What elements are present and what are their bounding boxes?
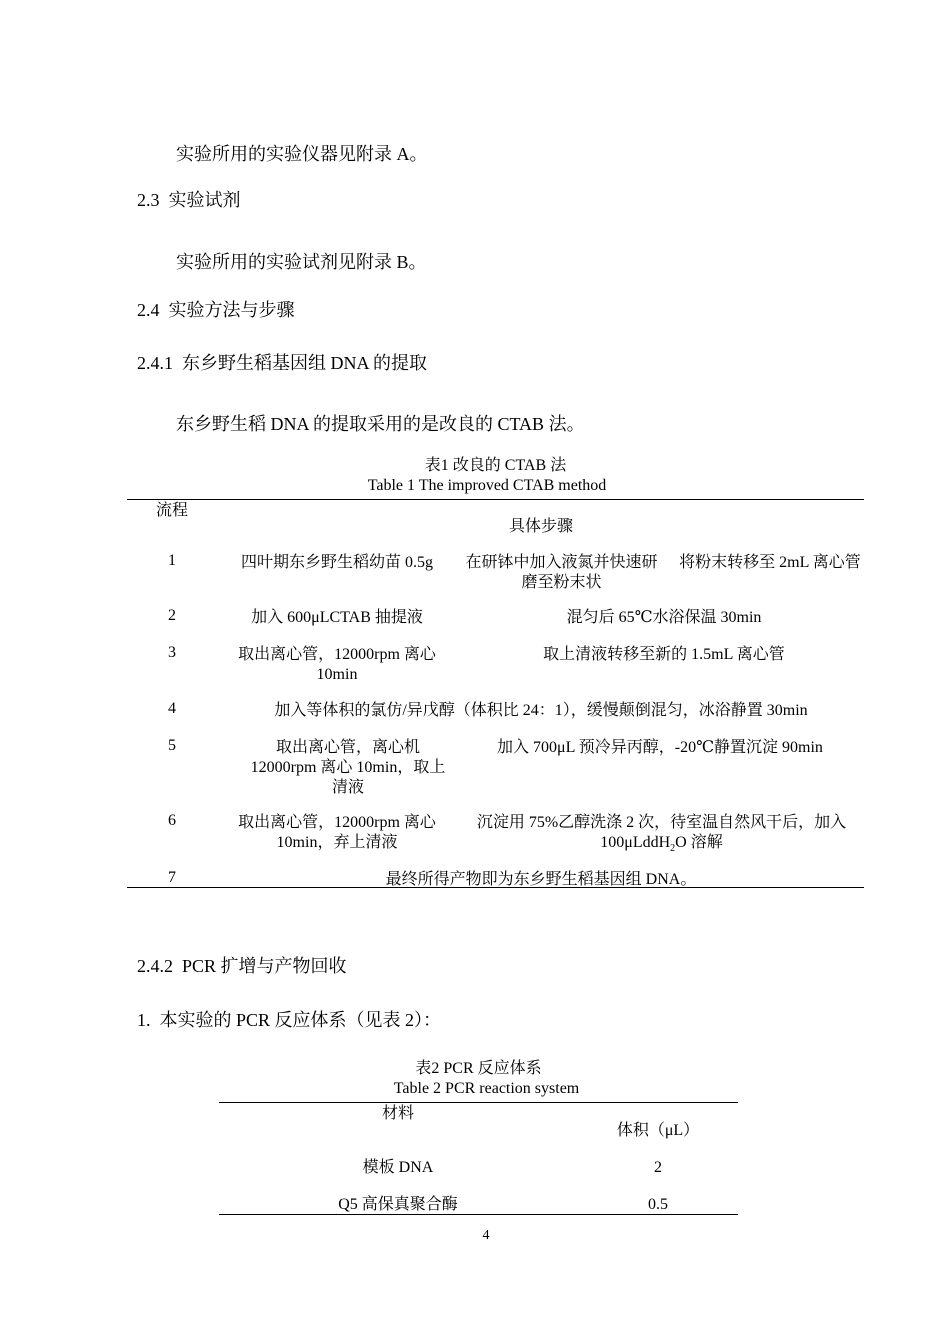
table2-cell-volume: 0.5	[648, 1196, 668, 1213]
section-number: 2.4	[137, 300, 160, 320]
table1-cell: 取出离心管，12000rpm 离心 10min，弃上清液	[238, 814, 436, 851]
table1-cell: 混匀后 65℃水浴保温 30min	[566, 609, 762, 626]
table2-top-rule	[219, 1102, 738, 1103]
section-heading-2-4-1	[137, 349, 427, 375]
table1-cell: 取上清液转移至新的 1.5mL 离心管	[543, 646, 785, 663]
table1-bottom-rule	[127, 887, 864, 888]
section-title: 实验试剂	[168, 190, 241, 210]
table1-cell: 取出离心管，离心机 12000rpm 离心 10min，取上清液	[250, 739, 446, 796]
table1-header-process: 流程	[155, 502, 188, 519]
table2-bottom-rule	[219, 1214, 738, 1215]
table1-cell: 在研钵中加入液氮并快速研磨至粉末状	[465, 554, 658, 591]
table2-cell-material: Q5 高保真聚合酶	[338, 1196, 458, 1213]
table1-row-number: 4	[168, 700, 176, 717]
subscript: 2	[670, 843, 676, 855]
table2-header-volume: 体积（μL）	[616, 1122, 700, 1139]
table2-cell-material: 模板 DNA	[362, 1159, 434, 1176]
table1-row-number: 7	[168, 869, 176, 886]
paragraph-reagents: 实验所用的实验试剂见附录 B。	[176, 252, 427, 272]
section-number: 2.4.1	[137, 353, 173, 373]
table1-row-number: 1	[168, 552, 176, 569]
table1-cell: 加入 700μL 预冷异丙醇，-20℃静置沉淀 90min	[497, 739, 823, 756]
table1-row-number: 6	[168, 812, 176, 829]
table1-row-number: 3	[168, 644, 176, 661]
section-number: 2.3	[137, 190, 160, 210]
table1-cell: 加入 600μLCTAB 抽提液	[251, 609, 423, 626]
table2-caption-cn: 表2 PCR 反应体系	[415, 1060, 542, 1077]
section-heading-2-4-2	[137, 952, 347, 978]
table2-caption-en: Table 2 PCR reaction system	[393, 1080, 580, 1097]
table1-row-number: 2	[168, 607, 176, 624]
cell-text: O 溶解	[675, 834, 723, 851]
paragraph-instruments: 实验所用的实验仪器见附录 A。	[176, 144, 428, 164]
table1-cell: 最终所得产物即为东乡野生稻基因组 DNA。	[385, 871, 697, 888]
paragraph-dna-extraction: 东乡野生稻 DNA 的提取采用的是改良的 CTAB 法。	[176, 414, 585, 434]
section-title: PCR 扩增与产物回收	[182, 956, 347, 976]
list-item	[137, 1006, 441, 1032]
section-heading-2-3	[137, 186, 241, 212]
section-heading-2-4	[137, 296, 295, 322]
table1-row-number: 5	[168, 737, 176, 754]
cell-text: 沉淀用 75%乙醇洗涤 2 次，待室温自然风干后，加入 100μLddH	[476, 814, 847, 851]
list-item-text: 本实验的 PCR 反应体系（见表 2）：	[159, 1010, 442, 1030]
table1-cell	[464, 813, 859, 859]
section-number: 2.4.2	[137, 956, 173, 976]
list-item-number: 1.	[137, 1010, 151, 1030]
table2-cell-volume: 2	[654, 1159, 662, 1176]
table2-header-material: 材料	[381, 1105, 414, 1122]
section-title: 实验方法与步骤	[168, 300, 295, 320]
table1-header-steps: 具体步骤	[508, 518, 573, 535]
table1-cell: 四叶期东乡野生稻幼苗 0.5g	[240, 554, 433, 571]
section-title: 东乡野生稻基因组 DNA 的提取	[182, 353, 428, 373]
table1-cell: 加入等体积的氯仿/异戊醇（体积比 24：1），缓慢颠倒混匀，冰浴静置 30min	[274, 702, 808, 719]
table1-caption-en: Table 1 The improved CTAB method	[367, 477, 607, 494]
page-number: 4	[482, 1228, 490, 1243]
table1-top-rule	[127, 499, 864, 500]
table1-cell: 取出离心管，12000rpm 离心 10min	[238, 646, 436, 683]
table1-caption-cn: 表1 改良的 CTAB 法	[424, 457, 567, 474]
table1-cell: 将粉末转移至 2mL 离心管	[679, 554, 861, 571]
